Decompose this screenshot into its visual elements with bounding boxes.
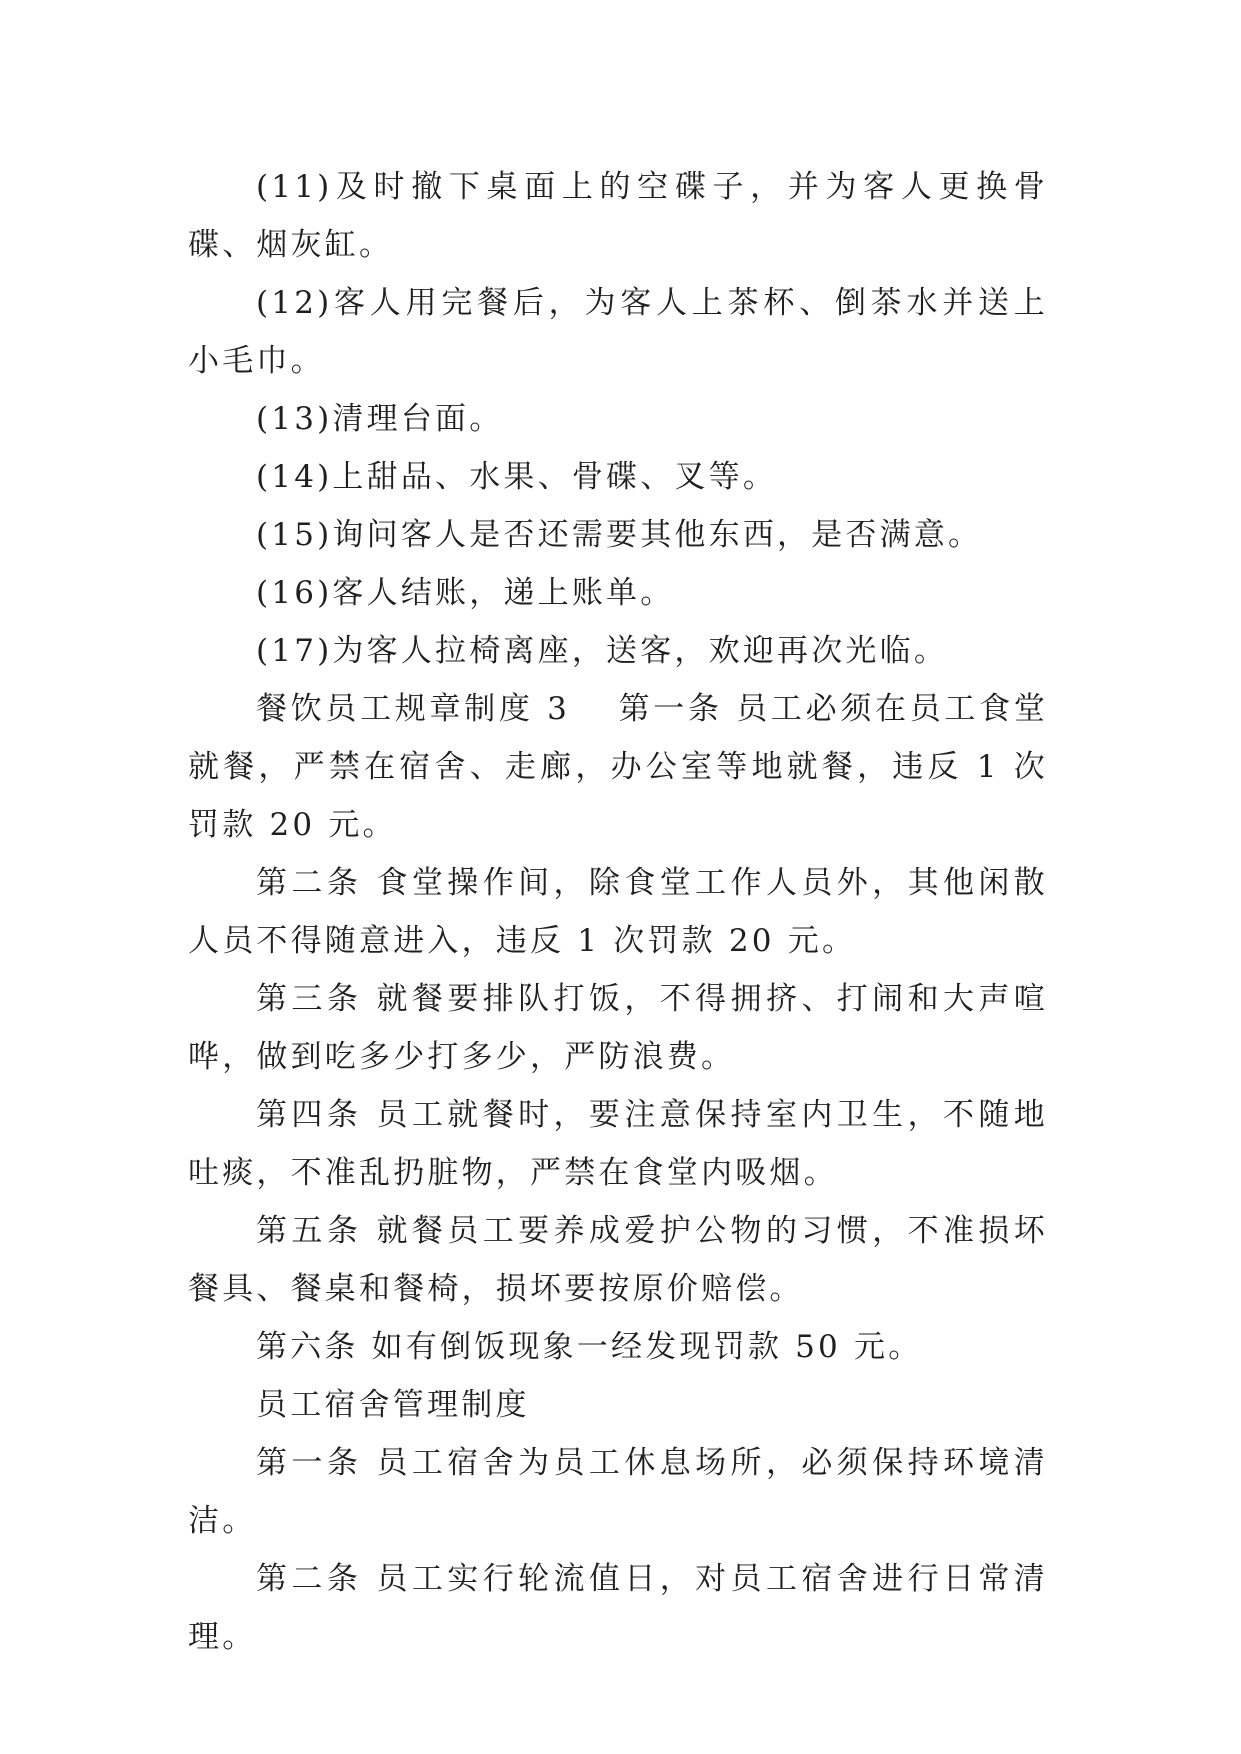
service-step-14: (14)上甜品、水果、骨碟、叉等。 — [256, 459, 778, 495]
service-step-17: (17)为客人拉椅离座，送客，欢迎再次光临。 — [256, 633, 949, 669]
document-body — [188, 158, 1048, 1666]
canteen-article-6: 第六条 如有倒饭现象一经发现罚款 50 元。 — [256, 1329, 923, 1365]
canteen-article-3: 第三条 就餐要排队打饭，不得拥挤、打闹和大声喧哗，做到吃多少打多少，严防浪费。 — [188, 981, 1048, 1075]
section-3-heading: 餐饮员工规章制度 3 — [256, 691, 571, 727]
service-step-16: (16)客人结账，递上账单。 — [256, 575, 675, 611]
canteen-article-1: 第一条 员工必须在员工食堂就餐，严禁在宿舍、走廊，办公室等地就餐，违反 1 次罚款 20 元。 — [188, 691, 1049, 843]
section-3-paragraph — [188, 680, 1048, 854]
service-step-11: (11)及时撤下桌面上的空碟子，并为客人更换骨碟、烟灰缸。 — [188, 169, 1048, 263]
service-step-15: (15)询问客人是否还需要其他东西，是否满意。 — [256, 517, 983, 553]
dormitory-title: 员工宿舍管理制度 — [256, 1387, 530, 1423]
service-step-12: (12)客人用完餐后，为客人上茶杯、倒茶水并送上小毛巾。 — [188, 285, 1048, 379]
canteen-article-5: 第五条 就餐员工要养成爱护公物的习惯，不准损坏餐具、餐桌和餐椅，损坏要按原价赔偿。 — [188, 1213, 1048, 1307]
canteen-article-4: 第四条 员工就餐时，要注意保持室内卫生，不随地吐痰，不准乱扔脏物，严禁在食堂内吸烟。 — [188, 1097, 1048, 1191]
dormitory-article-2: 第二条 员工实行轮流值日，对员工宿舍进行日常清理。 — [188, 1561, 1048, 1655]
service-step-13: (13)清理台面。 — [256, 401, 504, 437]
canteen-article-2: 第二条 食堂操作间，除食堂工作人员外，其他闲散人员不得随意进入，违反 1 次罚款 20 元。 — [188, 865, 1048, 959]
dormitory-article-1: 第一条 员工宿舍为员工休息场所，必须保持环境清洁。 — [188, 1445, 1048, 1539]
